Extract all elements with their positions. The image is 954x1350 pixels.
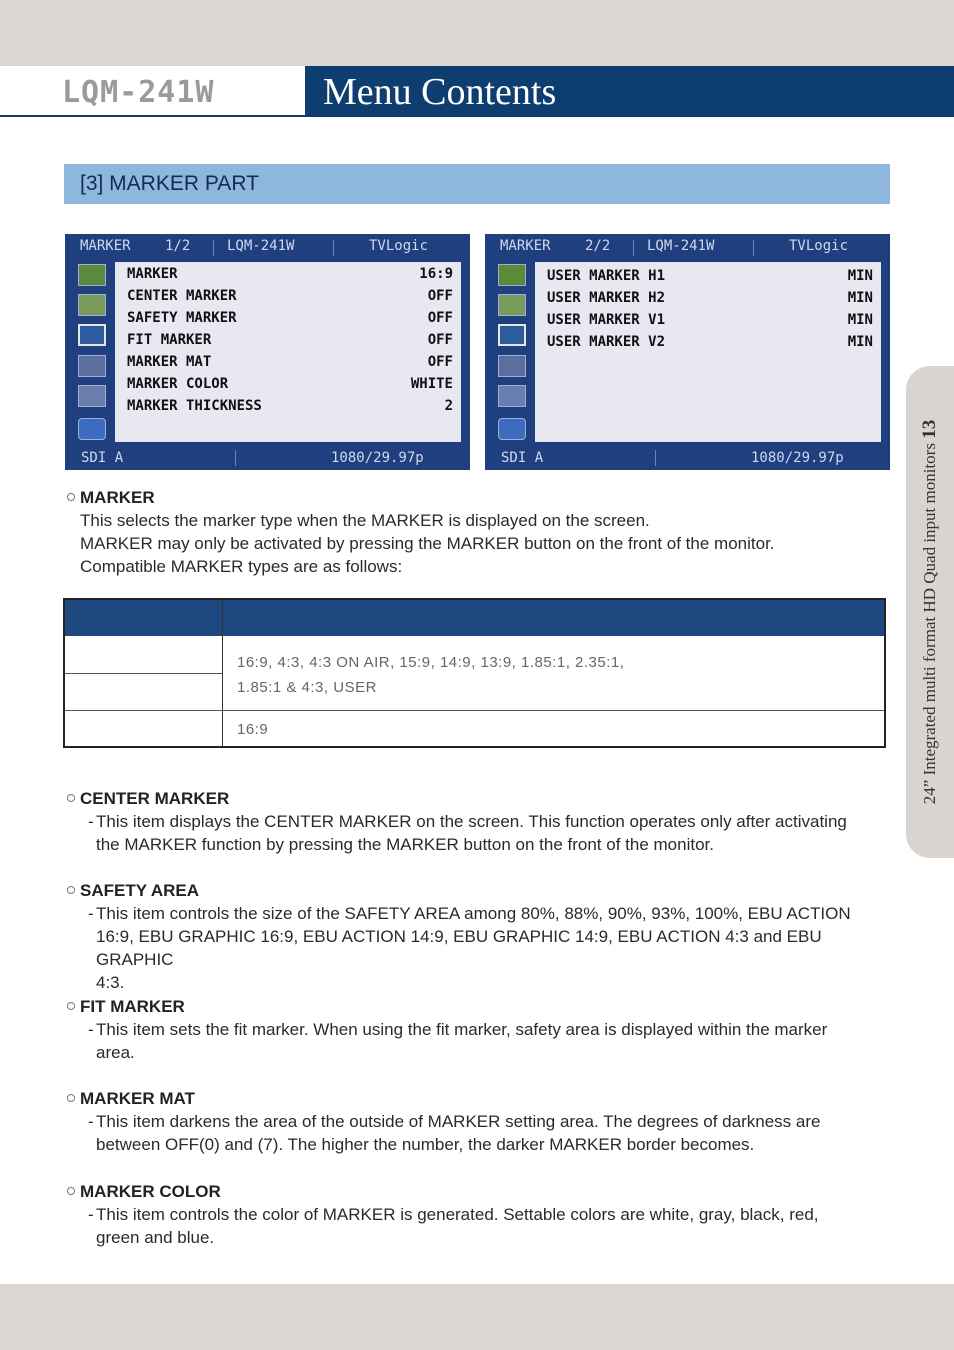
osd-page: 1/2 — [165, 238, 191, 254]
bullet-icon — [67, 1002, 75, 1010]
marker-section — [64, 486, 884, 578]
center-marker-heading: CENTER MARKER — [80, 789, 230, 808]
model-name: LQM-241W — [62, 75, 215, 110]
osd-row[interactable]: USER MARKER V2 MIN — [547, 334, 873, 350]
osd-brand: TVLogic — [789, 238, 849, 254]
bullet-icon — [67, 493, 75, 501]
model-logo — [0, 66, 305, 117]
screen-icon — [498, 355, 526, 377]
bullet-icon — [67, 794, 75, 802]
screen-icon — [78, 355, 106, 377]
osd-page: 2/2 — [585, 238, 611, 254]
marker-mat-heading: MARKER MAT — [80, 1089, 195, 1108]
osd-row[interactable]: FIT MARKER OFF — [127, 332, 453, 348]
osd-row[interactable]: SAFETY MARKER OFF — [127, 310, 453, 326]
osd-row[interactable]: MARKER MAT OFF — [127, 354, 453, 370]
page-number: 13 — [919, 419, 940, 439]
safety-area-heading: SAFETY AREA — [80, 881, 200, 900]
osd-row[interactable]: MARKER 16:9 — [127, 266, 453, 282]
osd-row[interactable]: CENTER MARKER OFF — [127, 288, 453, 304]
page-header — [0, 66, 954, 117]
side-tab — [906, 366, 954, 858]
osd-format: 1080/29.97p — [331, 450, 424, 466]
osd-header — [65, 234, 470, 260]
table-cell: 1.85:1 & 4:3, USER — [237, 679, 377, 696]
osd-model: LQM-241W — [647, 238, 715, 254]
bottom-band — [0, 1284, 954, 1350]
fit-marker-heading: FIT MARKER — [80, 997, 185, 1016]
marker-mat-section — [64, 1087, 884, 1157]
color-icon — [498, 294, 526, 316]
table-header — [65, 600, 884, 636]
safety-area-description: - This item controls the size of the SAFETY AREA among 80%, 88%, 90%, 93%, 100%, EBU ACTION 16:9, EBU GRAPHIC 16:9, EBU ACTION 14:9, EBU GRAPHIC 14:9, EBU ACTION 4:3 and EBU GRAPHIC 4:3. — [88, 904, 851, 992]
safety-area-section — [64, 879, 884, 992]
marker-color-section — [64, 1180, 884, 1250]
fit-marker-description: - This item sets the fit marker. When using the fit marker, safety area is displayed within the marker area. — [88, 1020, 828, 1062]
center-marker-section — [64, 787, 884, 857]
osd-screen-marker-1 — [65, 234, 470, 470]
section-title-bar — [64, 164, 890, 204]
osd-input: SDI A — [81, 450, 124, 466]
osd-footer — [65, 446, 470, 470]
bullet-icon — [67, 886, 75, 894]
title-bar — [305, 66, 954, 117]
marker-color-heading: MARKER COLOR — [80, 1182, 221, 1201]
osd-row[interactable]: USER MARKER H2 MIN — [547, 290, 873, 306]
info-icon — [78, 418, 106, 440]
side-tab-text: 24” Integrated multi format HD Quad input monitors 13 — [919, 419, 940, 805]
marker-description: This selects the marker type when the MARKER is displayed on the screen. MARKER may only be activated by pressing the MARKER button on the front of the monitor. Compatible MARKER types are as follows: — [80, 511, 775, 576]
osd-input: SDI A — [501, 450, 544, 466]
color-icon — [78, 294, 106, 316]
picture-icon — [78, 264, 106, 286]
osd-footer — [485, 446, 890, 470]
table-cell: 16:9 — [237, 721, 269, 738]
osd-row[interactable]: USER MARKER H1 MIN — [547, 268, 873, 284]
osd-menu-panel — [535, 262, 881, 442]
osd-menu-panel — [115, 262, 461, 442]
osd-screen-marker-2 — [485, 234, 890, 470]
fit-marker-section — [64, 995, 884, 1065]
top-band — [0, 0, 954, 66]
audio-icon — [78, 385, 106, 407]
bullet-icon — [67, 1094, 75, 1102]
osd-menu-name: MARKER — [500, 238, 551, 254]
osd-brand: TVLogic — [369, 238, 429, 254]
osd-header — [485, 234, 890, 260]
osd-menu-name: MARKER — [80, 238, 131, 254]
osd-icon-column — [495, 262, 531, 448]
osd-icon-column — [75, 262, 111, 448]
marker-heading: MARKER — [80, 488, 155, 507]
marker-types-table — [63, 598, 886, 748]
osd-row[interactable]: USER MARKER V1 MIN — [547, 312, 873, 328]
audio-icon — [498, 385, 526, 407]
osd-row[interactable]: MARKER COLOR WHITE — [127, 376, 453, 392]
table-cell: 16:9, 4:3, 4:3 ON AIR, 15:9, 14:9, 13:9, 1.85:1, 2.35:1, — [237, 654, 625, 671]
center-marker-description: - This item displays the CENTER MARKER on the screen. This function operates only after activating the MARKER function by pressing the MARKER button on the front of the monitor. — [88, 812, 847, 854]
marker-icon — [498, 324, 526, 346]
bullet-icon — [67, 1187, 75, 1195]
osd-format: 1080/29.97p — [751, 450, 844, 466]
page-title: Menu Contents — [323, 71, 557, 113]
marker-mat-description: - This item darkens the area of the outside of MARKER setting area. The degrees of darkness are between OFF(0) and (7). The higher the number, the darker MARKER border becomes. — [88, 1112, 821, 1154]
osd-row[interactable]: MARKER THICKNESS 2 — [127, 398, 453, 414]
section-title: [3] MARKER PART — [80, 172, 259, 195]
picture-icon — [498, 264, 526, 286]
osd-model: LQM-241W — [227, 238, 295, 254]
marker-icon — [78, 324, 106, 346]
info-icon — [498, 418, 526, 440]
marker-color-description: - This item controls the color of MARKER is generated. Settable colors are white, gray, black, red, green and blue. — [88, 1205, 819, 1247]
